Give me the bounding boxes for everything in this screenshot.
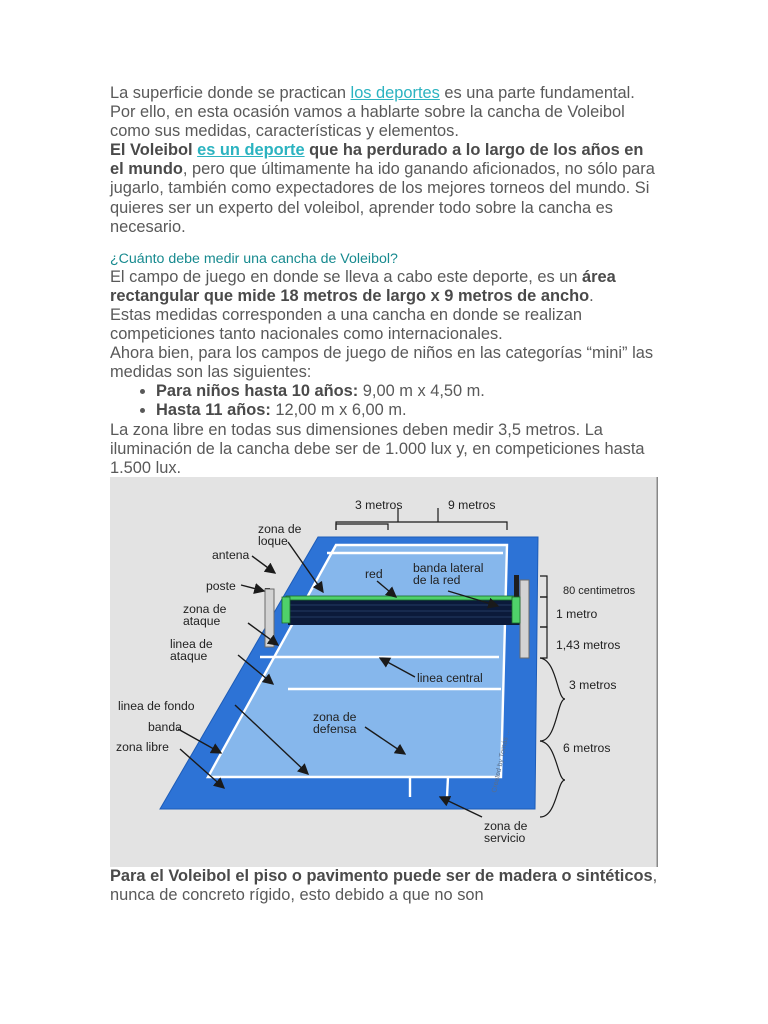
voleibol-bold-1: El Voleibol (110, 141, 198, 160)
label-1-43-metros: 1,43 metros (556, 638, 621, 652)
label-6-metros: 6 metros (563, 741, 611, 755)
zona-libre-paragraph: La zona libre en todas sus dimensiones deben medir 3,5 metros. La iluminación de la cancha debe ser de 1.000 lux y, en competiciones hasta 1.500 lux. (110, 420, 645, 477)
piso-paragraph (110, 867, 658, 905)
label-3-metros-right: 3 metros (569, 678, 617, 692)
label-zona-libre: zona libre (116, 740, 169, 754)
label-poste: poste (206, 579, 236, 593)
intro-text-1: La superficie donde se practican (110, 84, 351, 102)
label-80-centimetros: 80 centimetros (563, 585, 636, 597)
mini-paragraph: Ahora bien, para los campos de juego de niños en las categorías “mini” las medidas son las siguientes: (110, 344, 654, 382)
piso-bold: Para el Voleibol el piso o pavimento puede ser de madera o sintéticos (110, 867, 653, 885)
intro-text-2: es una parte fundamental. Por ello, en esta ocasión vamos a hablarte sobre la cancha de Voleibol como sus medidas, características y elementos. (110, 84, 635, 141)
label-zona-servicio-2: servicio (484, 831, 526, 845)
link-los-deportes[interactable]: los deportes (350, 84, 440, 102)
voleibol-bold-2: que ha perdurado a lo largo de los años en el mundo (110, 141, 644, 179)
label-1-metro: 1 metro (556, 607, 598, 621)
label-zona-ataque-2: ataque (183, 614, 221, 628)
campo-text-1: El campo de juego en donde se lleva a cabo este deporte, es un (110, 267, 583, 286)
label-zona-servicio-1: zona de (484, 819, 528, 833)
label-9-metros: 9 metros (448, 498, 496, 512)
voleibol-paragraph (110, 141, 658, 236)
intro-paragraph (110, 84, 658, 141)
label-linea-fondo: linea de fondo (118, 699, 195, 713)
label-banda-lateral-2: de la red (413, 573, 461, 587)
medidas-paragraph: Estas medidas corresponden a una cancha en donde se realizan competiciones tanto nacionales como internacionales. (110, 305, 582, 344)
campo-text-2: . (589, 286, 594, 305)
label-red: red (365, 567, 383, 581)
list-item-label: Hasta 11 años: (156, 401, 271, 420)
label-linea-ataque-2: ataque (170, 649, 208, 663)
piso-text: , nunca de concreto rígido, esto debido a que no son (110, 867, 658, 905)
figure-credit: Created by Tomás ... (491, 728, 512, 794)
side-band-right (512, 597, 520, 623)
label-3-metros-top: 3 metros (355, 498, 403, 512)
net (286, 596, 525, 625)
label-zona-bloque-2: loque (258, 534, 288, 548)
volleyball-court-diagram (110, 477, 658, 867)
post-right (520, 580, 529, 658)
side-band-left (282, 597, 290, 623)
campo-paragraph (110, 268, 658, 306)
article-body (110, 84, 658, 478)
label-antena: antena (212, 548, 250, 562)
label-zona-defensa-1: zona de (313, 710, 357, 724)
label-zona-defensa-2: defensa (313, 722, 357, 736)
label-linea-ataque-1: linea de (170, 637, 213, 651)
label-linea-central: linea central (417, 671, 483, 685)
campo-bold: área rectangular que mide 18 metros de largo x 9 metros de ancho (110, 267, 616, 305)
label-banda: banda (148, 720, 182, 734)
voleibol-text: , pero que últimamente ha ido ganando aficionados, no sólo para jugarlo, también como expectadores de los mejores torneos del mundo. Si quieres ser un experto del voleibol, aprender todo sobre la cancha es necesario. (110, 160, 655, 236)
label-banda-lateral-1: banda lateral (413, 561, 484, 575)
section-heading: ¿Cuánto debe medir una cancha de Voleibol? (110, 250, 398, 267)
list-item-value: 12,00 m x 6,00 m. (270, 401, 407, 420)
net-band (286, 596, 525, 600)
list-item (156, 382, 658, 401)
list-item-value: 9,00 m x 4,50 m. (358, 382, 485, 401)
list-item (156, 401, 658, 420)
bottom-paragraph-wrap (110, 867, 658, 905)
link-es-un-deporte[interactable]: es un deporte (197, 141, 305, 160)
list-item-label: Para niños hasta 10 años: (156, 382, 359, 401)
label-zona-bloque-1: zona de (258, 522, 302, 536)
mini-list (110, 382, 658, 420)
label-zona-ataque-1: zona de (183, 602, 227, 616)
